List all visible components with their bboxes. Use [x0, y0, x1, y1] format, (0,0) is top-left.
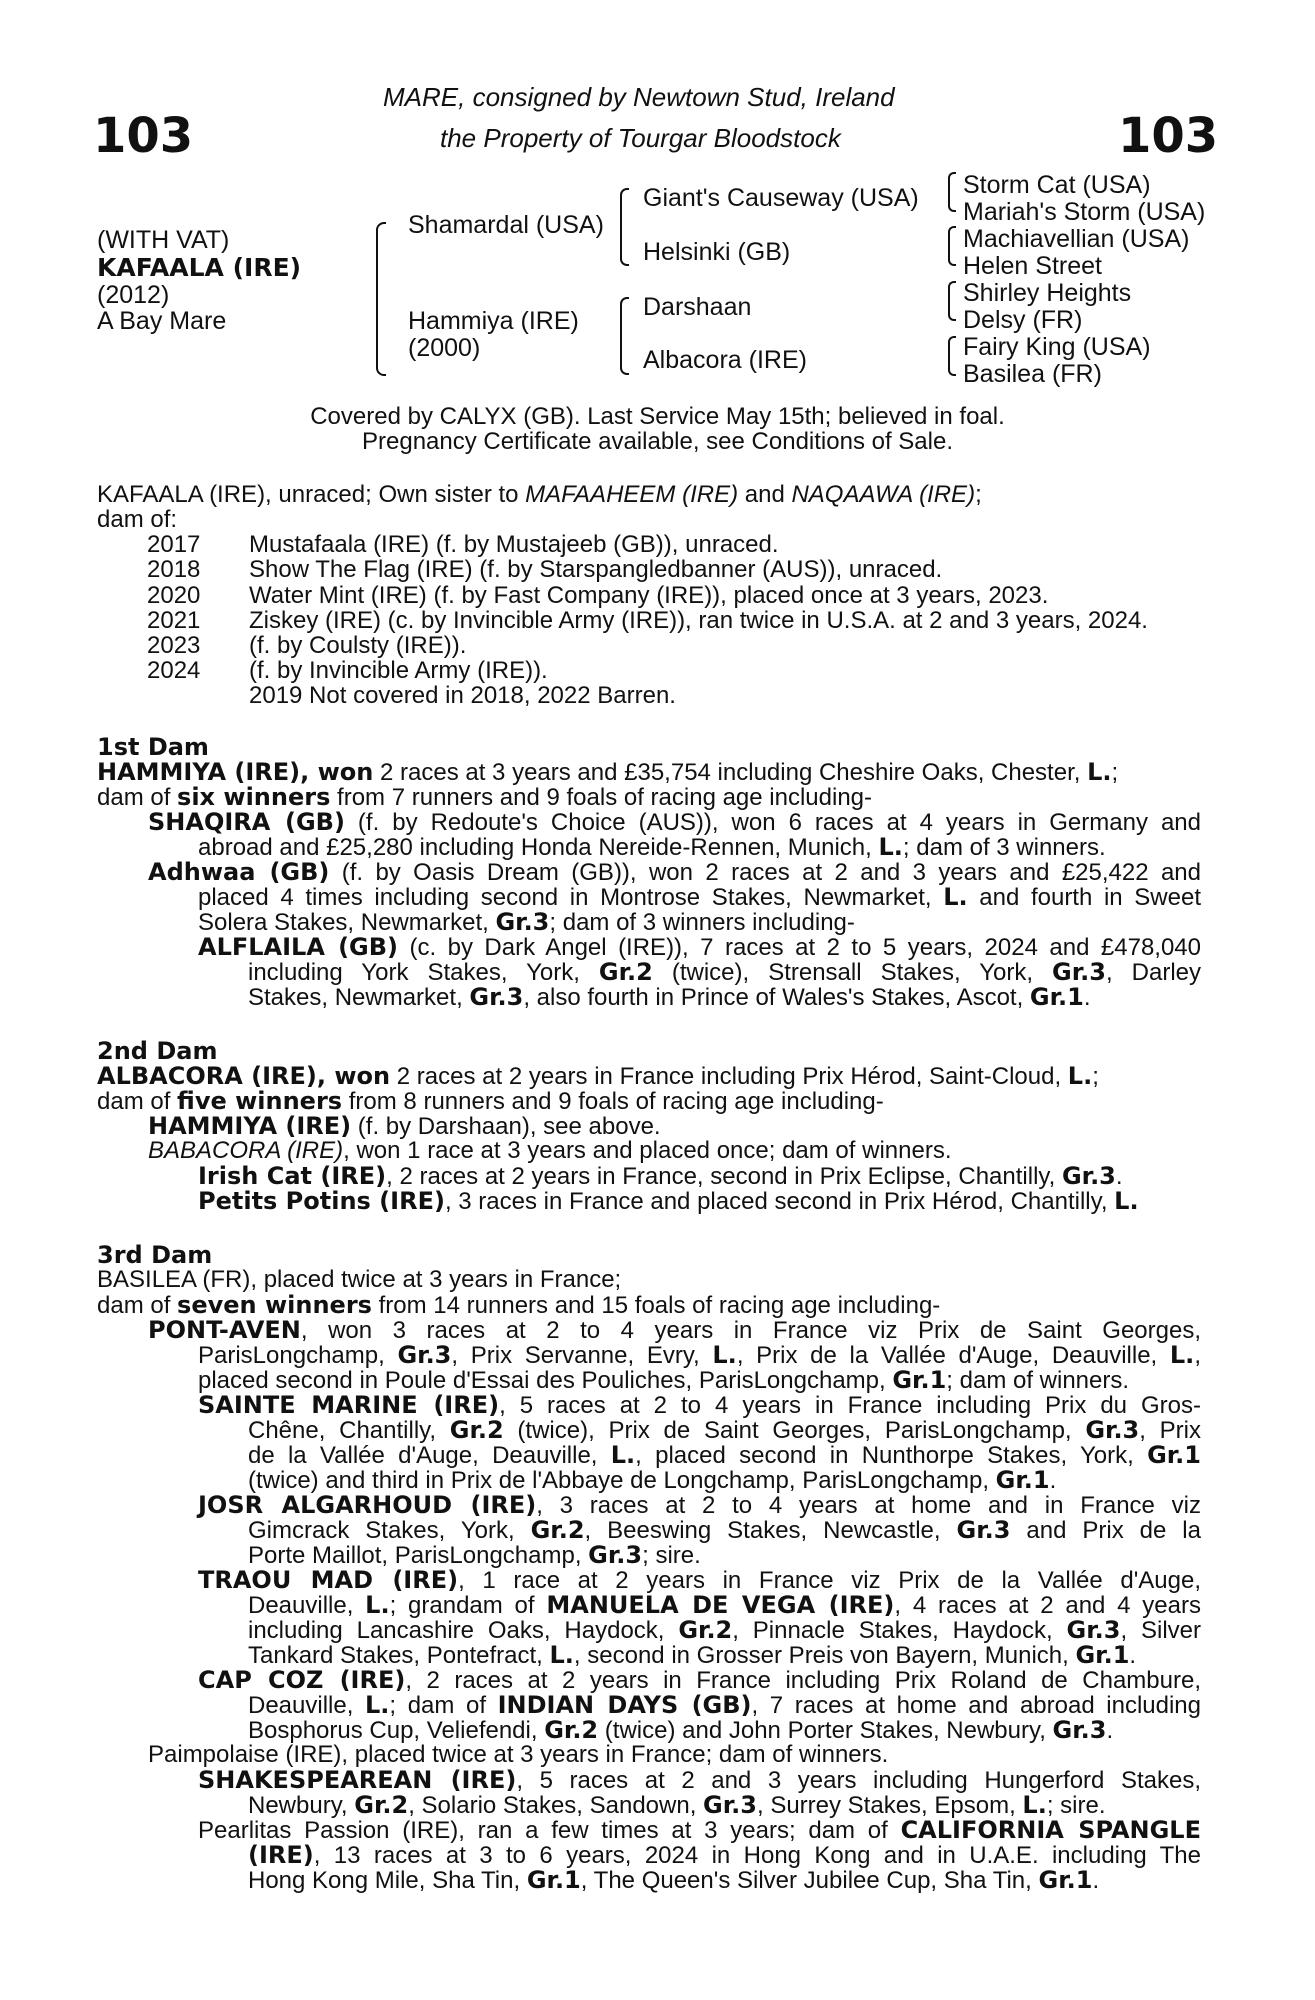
- petits-potins-line: Petits Potins (IRE), 3 races in France and placed second in Prix Hérod, Chantilly, L.: [198, 1187, 1139, 1215]
- lot-number-left: 103: [93, 108, 194, 164]
- pont-aven-line: PONT-AVEN, won 3 races at 2 to 4 years in France viz Prix de Saint Georges,: [148, 1316, 1201, 1344]
- produce-intro: KAFAALA (IRE), unraced; Own sister to MAFAAHEEM (IRE) and NAQAAWA (IRE);: [97, 481, 982, 508]
- pedigree-brace-dd: [948, 336, 956, 376]
- horse-name: KAFAALA (IRE): [97, 253, 302, 282]
- vat-label: (WITH VAT): [97, 226, 230, 254]
- produce-year: 2018: [147, 556, 201, 583]
- produce-entry: Ziskey (IRE) (c. by Invincible Army (IRE)), ran twice in U.S.A. at 2 and 3 years, 2024.: [249, 607, 1148, 634]
- produce-year: 2021: [147, 607, 201, 634]
- header-consignor: MARE, consigned by Newtown Stud, Ireland: [383, 82, 895, 112]
- lot-number-right: 103: [1118, 108, 1219, 164]
- sainte-marine-line: Chêne, Chantilly, Gr.2 (twice), Prix de Saint Georges, ParisLongchamp, Gr.3, Prix: [248, 1416, 1201, 1444]
- irish-cat-line: Irish Cat (IRE), 2 races at 2 years in France, second in Prix Eclipse, Chantilly, Gr.3.: [198, 1162, 1123, 1190]
- gg-sds: Machiavellian (USA): [963, 225, 1190, 253]
- pearlitas-line: (IRE), 13 races at 3 to 6 years, 2024 in Hong Kong and in U.A.E. including The: [248, 1841, 1201, 1869]
- josr-line: JOSR ALGARHOUD (IRE), 3 races at 2 to 4 years at home and in France viz: [198, 1491, 1201, 1519]
- cap-coz-line: Bosphorus Cup, Veliefendi, Gr.2 (twice) and John Porter Stakes, Newbury, Gr.3.: [248, 1716, 1114, 1744]
- babacora-line: BABACORA (IRE), won 1 race at 3 years and placed once; dam of winners.: [148, 1137, 952, 1164]
- pregnancy-line: Pregnancy Certificate available, see Conditions of Sale.: [362, 428, 953, 455]
- alflaila-line: ALFLAILA (GB) (c. by Dark Angel (IRE)), 7 races at 2 to 5 years, 2024 and £478,040: [198, 933, 1202, 961]
- adhwaa-line: placed 4 times including second in Montrose Stakes, Newmarket, L. and fourth in Sweet: [198, 883, 1202, 911]
- gg-dsd: Delsy (FR): [963, 306, 1083, 334]
- produce-note: 2019 Not covered in 2018, 2022 Barren.: [249, 682, 676, 709]
- produce-entry: (f. by Coulsty (IRE)).: [249, 632, 467, 659]
- sire-dam: Helsinki (GB): [643, 238, 791, 266]
- gg-dss: Shirley Heights: [963, 279, 1132, 307]
- traou-mad-line: including Lancashire Oaks, Haydock, Gr.2, Pinnacle Stakes, Haydock, Gr.3, Silver: [248, 1616, 1202, 1644]
- gg-dds: Fairy King (USA): [963, 333, 1151, 361]
- hammiya-line: HAMMIYA (IRE) (f. by Darshaan), see above.: [148, 1112, 661, 1140]
- cap-coz-line: CAP COZ (IRE), 2 races at 2 years in France including Prix Roland de Chambure,: [198, 1666, 1202, 1694]
- header-property: the Property of Tourgar Bloodstock: [440, 123, 841, 153]
- josr-line: Porte Maillot, ParisLongchamp, Gr.3; sire.: [248, 1541, 701, 1569]
- pont-aven-line: ParisLongchamp, Gr.3, Prix Servanne, Evry, L., Prix de la Vallée d'Auge, Deauville, L.,: [198, 1341, 1201, 1369]
- sainte-marine-line: de la Vallée d'Auge, Deauville, L., placed second in Nunthorpe Stakes, York, Gr.1: [248, 1441, 1201, 1469]
- josr-line: Gimcrack Stakes, York, Gr.2, Beeswing Stakes, Newcastle, Gr.3 and Prix de la: [248, 1516, 1201, 1544]
- horse-description: A Bay Mare: [97, 307, 227, 335]
- shakespearean-line: Newbury, Gr.2, Solario Stakes, Sandown, Gr.3, Surrey Stakes, Epsom, L.; sire.: [248, 1791, 1106, 1819]
- sire-sire: Giant's Causeway (USA): [643, 184, 919, 212]
- traou-mad-line: TRAOU MAD (IRE), 1 race at 2 years in France viz Prix de la Vallée d'Auge,: [198, 1566, 1201, 1594]
- alflaila-line: including York Stakes, York, Gr.2 (twice), Strensall Stakes, York, Gr.3, Darley: [248, 958, 1201, 986]
- sire-name: Shamardal (USA): [408, 211, 604, 239]
- third-dam-line: BASILEA (FR), placed twice at 3 years in France;: [97, 1266, 622, 1293]
- shaqira-line: SHAQIRA (GB) (f. by Redoute's Choice (AUS)), won 6 races at 4 years in Germany and: [148, 808, 1201, 836]
- produce-year: 2023: [147, 632, 201, 659]
- produce-entry: Mustafaala (IRE) (f. by Mustajeeb (GB)), unraced.: [249, 531, 779, 558]
- dam-sire: Darshaan: [643, 293, 752, 321]
- gg-ddd: Basilea (FR): [963, 360, 1102, 388]
- pedigree-brace-main: [376, 222, 386, 376]
- first-dam-winners: dam of six winners from 7 runners and 9 foals of racing age including-: [97, 783, 873, 811]
- second-dam-line: ALBACORA (IRE), won 2 races at 2 years in France including Prix Hérod, Saint-Cloud, L.;: [97, 1062, 1099, 1090]
- produce-year: 2020: [147, 582, 201, 609]
- shaqira-line: abroad and £25,280 including Honda Nereide-Rennen, Munich, L.; dam of 3 winners.: [198, 833, 1106, 861]
- first-dam-heading: 1st Dam: [97, 733, 209, 761]
- sainte-marine-line: SAINTE MARINE (IRE), 5 races at 2 to 4 years in France including Prix du Gros-: [198, 1391, 1201, 1419]
- adhwaa-line: Solera Stakes, Newmarket, Gr.3; dam of 3 winners including-: [198, 908, 855, 936]
- traou-mad-line: Tankard Stakes, Pontefract, L., second in Grosser Preis von Bayern, Munich, Gr.1.: [248, 1641, 1137, 1669]
- produce-entry: Water Mint (IRE) (f. by Fast Company (IRE)), placed once at 3 years, 2023.: [249, 582, 1049, 609]
- produce-entry: (f. by Invincible Army (IRE)).: [249, 657, 548, 684]
- shakespearean-line: SHAKESPEAREAN (IRE), 5 races at 2 and 3 years including Hungerford Stakes,: [198, 1766, 1202, 1794]
- produce-dam-of: dam of:: [97, 506, 178, 533]
- produce-year: 2017: [147, 531, 201, 558]
- pearlitas-line: Hong Kong Mile, Sha Tin, Gr.1, The Queen's Silver Jubilee Cup, Sha Tin, Gr.1.: [248, 1866, 1100, 1894]
- sainte-marine-line: (twice) and third in Prix de l'Abbaye de Longchamp, ParisLongchamp, Gr.1.: [248, 1466, 1057, 1494]
- second-dam-winners: dam of five winners from 8 runners and 9 foals of racing age including-: [97, 1087, 884, 1115]
- gg-ssd: Mariah's Storm (USA): [963, 198, 1206, 226]
- pedigree-brace-sire: [620, 188, 629, 266]
- adhwaa-line: Adhwaa (GB) (f. by Oasis Dream (GB)), won 2 races at 2 and 3 years and £25,422 and: [148, 858, 1201, 886]
- first-dam-line: HAMMIYA (IRE), won 2 races at 3 years and £35,754 including Cheshire Oaks, Chester, L.;: [97, 758, 1119, 786]
- gg-sss: Storm Cat (USA): [963, 171, 1151, 199]
- dam-year: (2000): [408, 334, 481, 362]
- traou-mad-line: Deauville, L.; grandam of MANUELA DE VEGA (IRE), 4 races at 2 and 4 years: [248, 1591, 1201, 1619]
- covered-line: Covered by CALYX (GB). Last Service May 15th; believed in foal.: [310, 403, 1005, 430]
- dam-dam: Albacora (IRE): [643, 346, 807, 374]
- pedigree-brace-dam: [620, 297, 629, 375]
- pont-aven-line: placed second in Poule d'Essai des Pouliches, ParisLongchamp, Gr.1; dam of winners.: [198, 1366, 1130, 1394]
- gg-sdd: Helen Street: [963, 252, 1102, 280]
- produce-year: 2024: [147, 657, 201, 684]
- pearlitas-line: Pearlitas Passion (IRE), ran a few times at 3 years; dam of CALIFORNIA SPANGLE: [198, 1816, 1201, 1844]
- third-dam-winners: dam of seven winners from 14 runners and 15 foals of racing age including-: [97, 1291, 941, 1319]
- dam-name: Hammiya (IRE): [408, 307, 579, 335]
- produce-entry: Show The Flag (IRE) (f. by Starspangledbanner (AUS)), unraced.: [249, 556, 943, 583]
- pedigree-brace-ds: [948, 281, 956, 321]
- alflaila-line: Stakes, Newmarket, Gr.3, also fourth in Prince of Wales's Stakes, Ascot, Gr.1.: [248, 983, 1091, 1011]
- second-dam-heading: 2nd Dam: [97, 1037, 218, 1065]
- paimpolaise-line: Paimpolaise (IRE), placed twice at 3 years in France; dam of winners.: [148, 1741, 889, 1768]
- pedigree-brace-ss: [948, 172, 956, 212]
- horse-year: (2012): [97, 281, 170, 309]
- third-dam-heading: 3rd Dam: [97, 1241, 213, 1269]
- pedigree-brace-sd: [948, 226, 956, 266]
- cap-coz-line: Deauville, L.; dam of INDIAN DAYS (GB), 7 races at home and abroad including: [248, 1691, 1202, 1719]
